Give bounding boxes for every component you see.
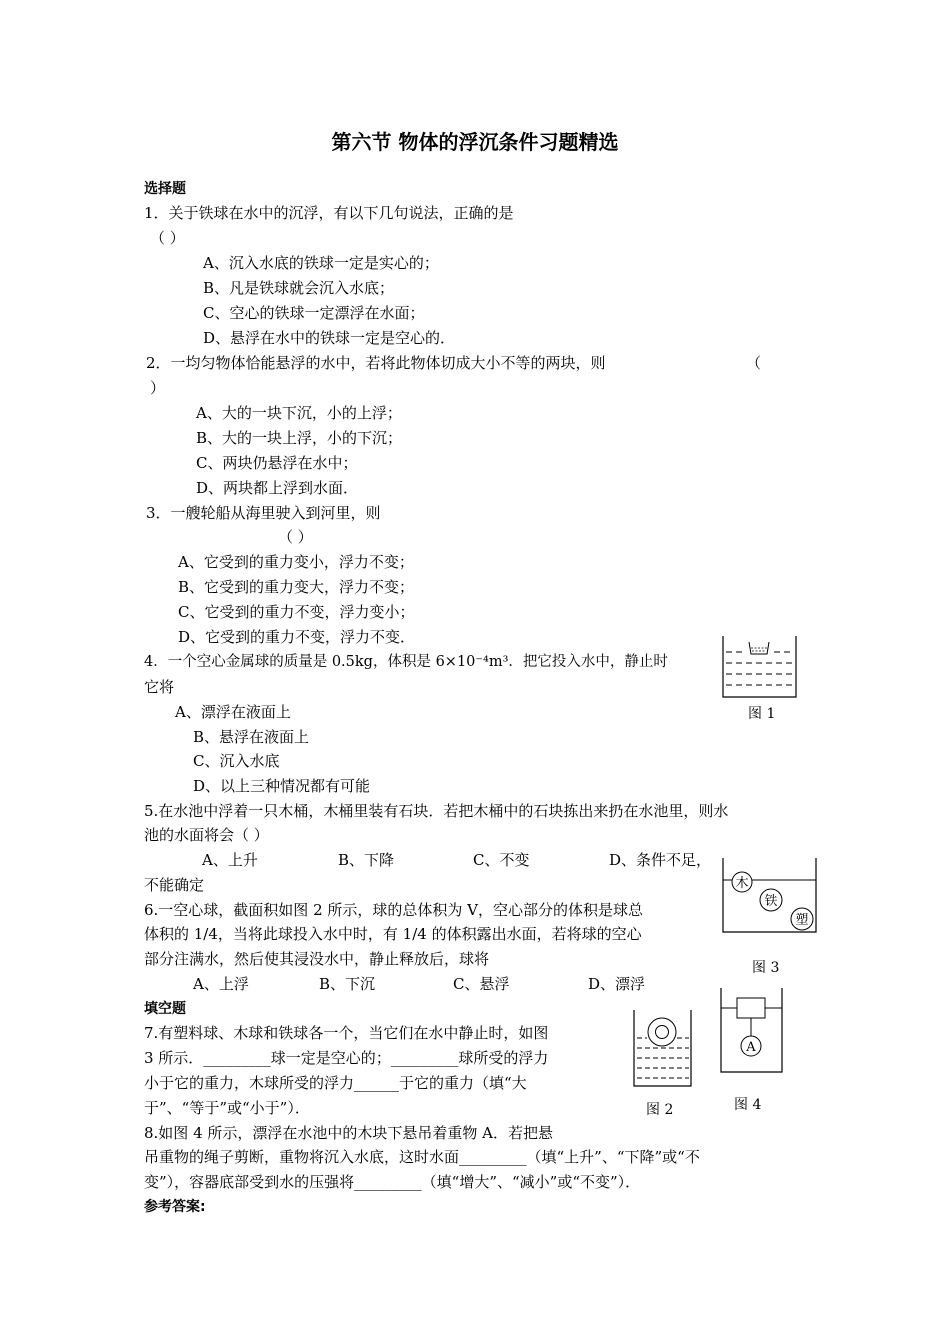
q2-option-b: B、大的一块上浮，小的下沉； [196,429,403,447]
q5-stem-line2: 池的水面将会（ ） [144,826,269,844]
q8-stem-line1: 8.如图 4 所示，漂浮在水池中的木块下悬吊着重物 A．若把悬 [144,1124,553,1142]
q2-blank-open: （ [746,354,762,372]
figure-3-caption: 图 3 [752,960,780,976]
q6-stem-line1: 6.一空心球，截面积如图 2 所示，球的总体积为 V，空心部分的体积是球总 [144,901,643,919]
q8-stem-line3: 变”），容器底部受到水的压强将_________（填“增大”、“减小”或“不变”）． [144,1173,641,1191]
q6-option-b: B、下沉 [319,975,376,993]
q6-stem-line2: 体积的 1/4，当将此球投入水中时，有 1/4 的体积露出水面，若将球的空心 [144,925,642,943]
q3-option-a: A、它受到的重力变小，浮力不变； [178,553,414,571]
q1-option-c: C、空心的铁球一定漂浮在水面； [203,304,425,322]
q1-option-b: B、凡是铁球就会沉入水底； [203,279,395,297]
q7-stem-line1: 7.有塑料球、木球和铁球各一个，当它们在水中静止时，如图 [144,1024,549,1042]
q1-option-a: A、沉入水底的铁球一定是实心的； [203,254,439,272]
q4-option-d: D、以上三种情况都有可能 [193,777,371,795]
figure-2-container [633,1010,693,1088]
q4-option-a: A、漂浮在液面上 [175,703,291,721]
figure-3-wood-ball-label: 木 [735,876,749,891]
q4-option-c: C、沉入水底 [193,752,280,770]
figure-1-container [722,636,798,700]
figure-4-container [720,988,784,1074]
section-choice-heading: 选择题 [144,181,186,197]
q2-option-c: C、两块仍悬浮在水中； [196,454,358,472]
q2-blank-close: ） [150,379,166,397]
q6-option-d: D、漂浮 [588,975,646,993]
q6-stem-line3: 部分注满水，然后使其浸没水中，静止释放后，球将 [144,950,490,968]
q5-option-c: C、不变 [473,851,530,869]
q4-stem-line1: 4．一个空心金属球的质量是 0.5kg，体积是 6×10⁻⁴m³．把它投入水中，静止时 [144,654,668,670]
figure-3-plastic-ball-label: 塑 [795,913,809,928]
page-title: 第六节 物体的浮沉条件习题精选 [331,130,619,154]
q3-option-d: D、它受到的重力不变，浮力不变． [178,628,416,646]
q1-option-d: D、悬浮在水中的铁球一定是空心的． [203,329,456,347]
figure-4-weight-label: A [746,1040,756,1055]
section-fill-heading: 填空题 [144,1001,186,1017]
q2-stem: 2．一均匀物体恰能悬浮的水中，若将此物体切成大小不等的两块，则 [146,354,606,372]
q2-option-d: D、两块都上浮到水面． [196,479,359,497]
q2-option-a: A、大的一块下沉，小的上浮； [196,404,402,422]
q5-option-a: A、上升 [202,851,258,869]
q7-stem-line4: 于”、“等于”或“小于”）． [144,1099,310,1117]
q5-option-b: B、下降 [338,851,395,869]
q8-stem-line2: 吊重物的绳子剪断，重物将沉入水底，这时水面_________（填“上升”、“下降”或“不 [144,1148,700,1166]
q3-option-c: C、它受到的重力不变，浮力变小； [178,603,415,621]
q6-option-c: C、悬浮 [453,975,510,993]
figure-3-container [722,858,818,934]
q5-stem-line1: 5.在水池中浮着一只木桶，木桶里装有石块．若把木桶中的石块拣出来扔在水池里，则水 [144,802,729,820]
figure-4-caption: 图 4 [734,1097,762,1113]
q7-stem-line3: 小于它的重力，木球所受的浮力______于它的重力（填“大 [144,1074,527,1092]
q3-stem: 3．一艘轮船从海里驶入到河里，则 [146,504,381,522]
q3-answer-blank: （ ） [278,528,313,546]
figure-1-caption: 图 1 [748,706,776,722]
q4-stem-line2: 它将 [144,678,175,696]
q1-answer-blank: （ ） [150,229,185,247]
q1-stem: 1．关于铁球在水中的沉浮，有以下几句说法，正确的是 [144,204,514,222]
figure-2-caption: 图 2 [646,1102,674,1118]
q5-option-d: D、条件不足， [609,851,712,869]
q6-option-a: A、上浮 [193,975,249,993]
answers-heading: 参考答案: [144,1199,206,1215]
q7-stem-line2: 3 所示．_________球一定是空心的；_________球所受的浮力 [144,1049,549,1067]
q4-option-b: B、悬浮在液面上 [193,728,310,746]
q3-option-b: B、它受到的重力变大，浮力不变； [178,578,415,596]
figure-3-iron-ball-label: 铁 [764,894,778,909]
q5-option-d-continuation: 不能确定 [144,876,205,894]
